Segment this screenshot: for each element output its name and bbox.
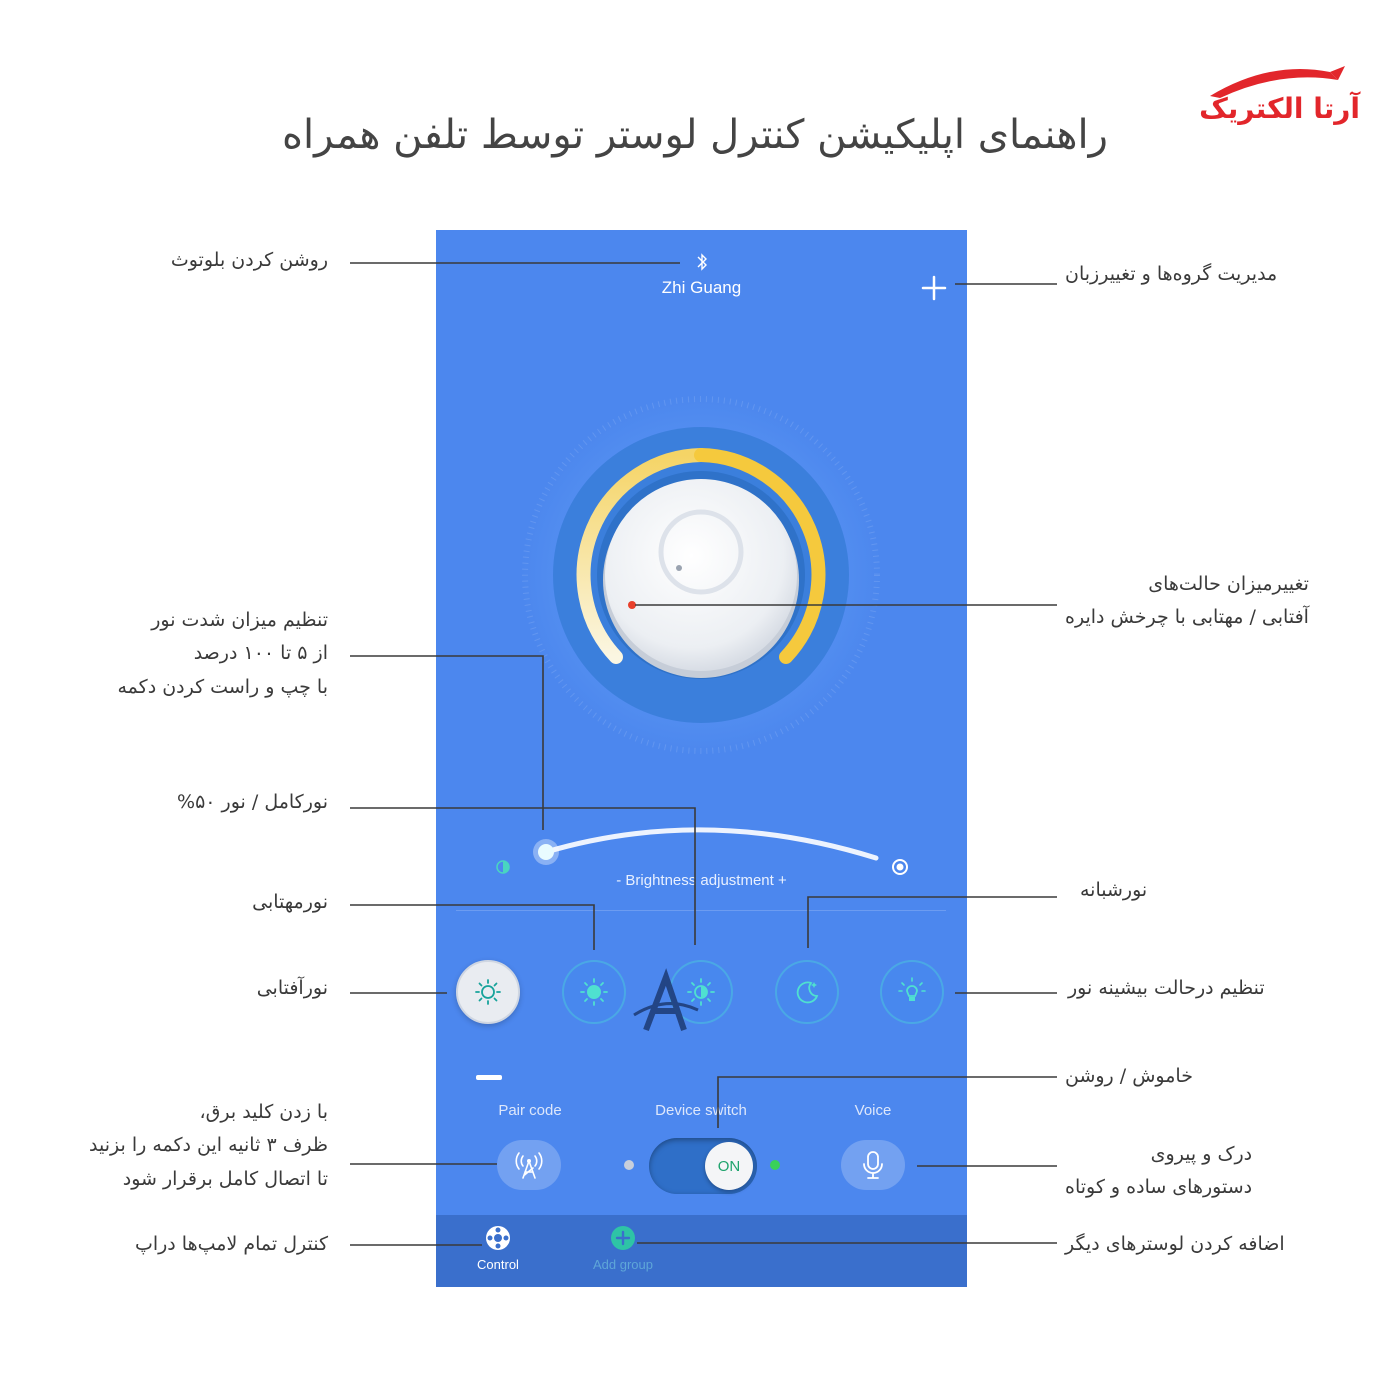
callout-voice: درک و پیروی دستورهای ساده و کوتاه bbox=[1065, 1143, 1253, 1199]
device-switch-label: Device switch bbox=[655, 1102, 747, 1119]
knob-center-dot bbox=[676, 565, 682, 571]
voice-button[interactable] bbox=[841, 1140, 905, 1190]
plus-icon[interactable] bbox=[920, 274, 948, 302]
microphone-icon bbox=[858, 1148, 888, 1182]
tab-add-group-label: Add group bbox=[593, 1257, 653, 1272]
phone-screen bbox=[436, 230, 967, 1287]
callout-full-half: نورکامل / نور ۵۰% bbox=[177, 791, 328, 813]
divider bbox=[456, 910, 946, 911]
callout-night-light: نورشبانه bbox=[1080, 879, 1148, 901]
switch-state: ON bbox=[705, 1142, 753, 1190]
voice-label: Voice bbox=[854, 1102, 892, 1119]
sun-outline-icon bbox=[471, 975, 505, 1009]
app-title: Zhi Guang bbox=[661, 278, 742, 297]
pair-code-button[interactable] bbox=[497, 1140, 561, 1190]
callout-on-off: خاموش / روشن bbox=[1065, 1065, 1193, 1087]
sunlight-mode-button[interactable] bbox=[456, 960, 520, 1024]
add-circle-icon bbox=[608, 1223, 638, 1253]
antenna-icon bbox=[512, 1148, 546, 1182]
callout-pair-code: با زدن کلید برق، ظرف ۳ ثانیه این دکمه را بزنید تا اتصال کامل برقرار شود bbox=[89, 1101, 328, 1190]
brightness-label: - Brightness adjustment + bbox=[616, 872, 787, 889]
max-light-mode-button[interactable] bbox=[880, 960, 944, 1024]
color-temperature-dial[interactable] bbox=[516, 390, 886, 760]
switch-off-indicator bbox=[624, 1160, 634, 1170]
slider-track bbox=[546, 830, 876, 858]
tab-control[interactable] bbox=[443, 1223, 553, 1272]
brand-name: آرتا الکتریک bbox=[1199, 92, 1360, 125]
callout-groups-language: مدیریت گروه‌ها و تغییرزبان bbox=[1065, 263, 1278, 285]
bluetooth-icon[interactable] bbox=[693, 252, 711, 272]
callout-max-light: تنظیم درحالت بیشینه نور bbox=[1068, 977, 1265, 999]
page-title: راهنمای اپلیکیشن کنترل لوستر توسط تلفن همراه bbox=[282, 112, 1108, 158]
device-switch-toggle[interactable] bbox=[649, 1138, 757, 1194]
callout-add-more: اضافه کردن لوسترهای دیگر bbox=[1065, 1233, 1285, 1255]
night-light-mode-button[interactable] bbox=[775, 960, 839, 1024]
callout-sunlight: نورآفتابی bbox=[256, 977, 328, 999]
callout-dial: تغییرمیزان حالت‌های آفتابی / مهتابی با چرخش دایره bbox=[1065, 573, 1309, 629]
knob-indicator bbox=[628, 601, 636, 609]
moon-icon bbox=[790, 975, 824, 1009]
callout-brightness: تنظیم میزان شدت نور از ۵ تا ۱۰۰ درصد با چپ و راست کردن دکمه bbox=[117, 609, 328, 698]
pair-code-label: Pair code bbox=[498, 1102, 562, 1119]
moonlight-mode-button[interactable] bbox=[562, 960, 626, 1024]
control-icon bbox=[483, 1223, 513, 1253]
bottom-tab-bar bbox=[436, 1215, 967, 1287]
slider-thumb[interactable] bbox=[538, 844, 554, 860]
switch-on-indicator bbox=[770, 1160, 780, 1170]
brand-logo bbox=[1180, 62, 1360, 132]
callout-bluetooth: روشن کردن بلوتوث bbox=[170, 249, 328, 271]
dial-knob[interactable] bbox=[605, 479, 797, 671]
bulb-icon bbox=[895, 975, 929, 1009]
callout-moonlight: نورمهتابی bbox=[252, 891, 328, 913]
page-indicator bbox=[476, 1075, 502, 1080]
tab-add-group[interactable] bbox=[568, 1223, 678, 1272]
tab-control-label: Control bbox=[477, 1257, 519, 1272]
callout-control-all: کنترل تمام لامپ‌ها دراپ bbox=[134, 1233, 328, 1255]
sun-filled-icon bbox=[577, 975, 611, 1009]
watermark-logo-icon bbox=[626, 965, 706, 1045]
